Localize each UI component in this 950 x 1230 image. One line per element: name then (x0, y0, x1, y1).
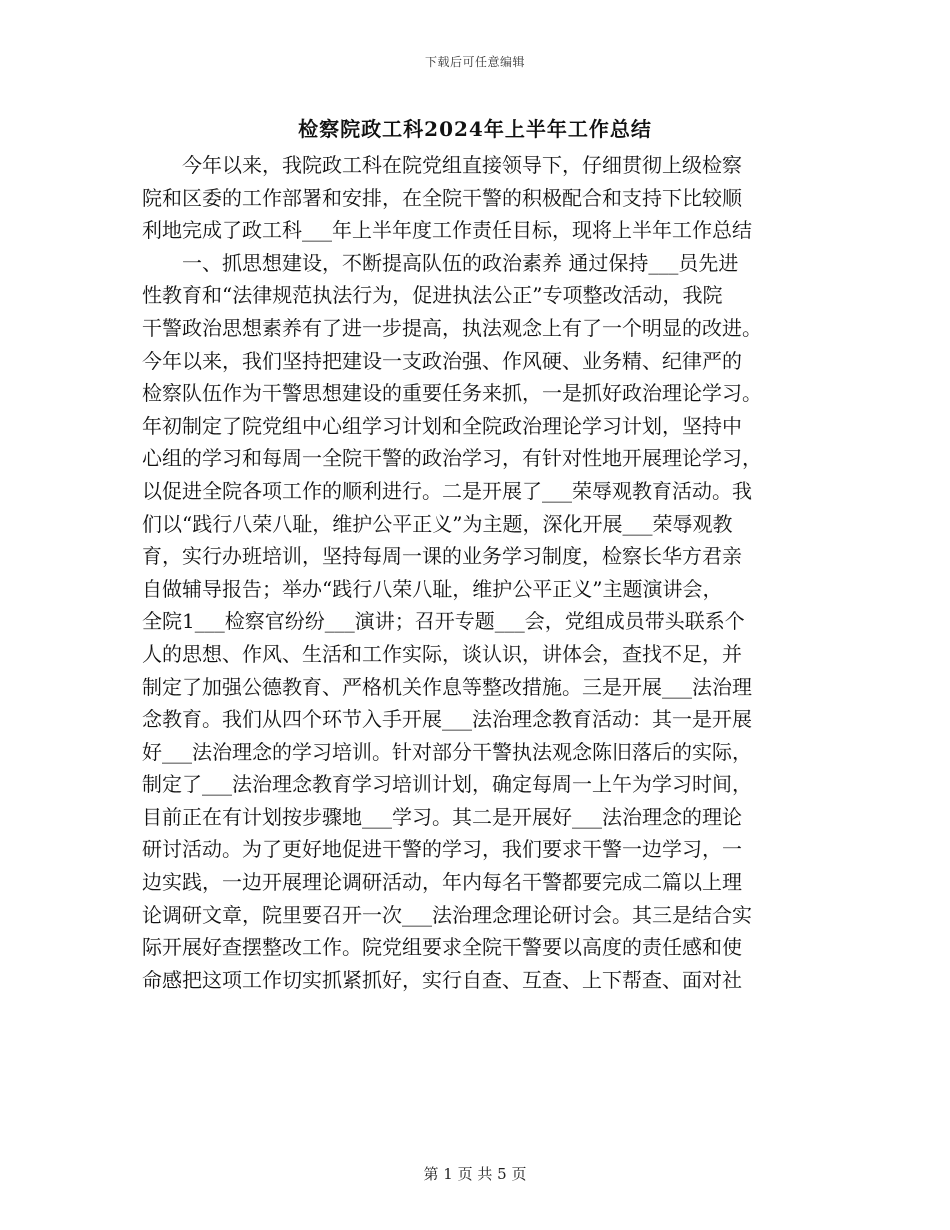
body-line: 自做辅导报告；举办“践行八荣八耻，维护公平正义”主题演讲会， (142, 576, 723, 601)
section-heading-line: 一、抓思想建设，不断提高队伍的政治素养 通过保持___员先进 (182, 250, 739, 275)
body-line: 心组的学习和每周一全院干警的政治学习，有针对性地开展理论学习， (142, 446, 762, 471)
body-line: 制定了加强公德教育、严格机关作息等整改措施。三是开展___法治理 (142, 674, 752, 699)
document-body (142, 149, 822, 996)
body-line: 研讨活动。为了更好地促进干警的学习，我们要求干警一边学习，一 (142, 837, 742, 862)
body-line: 论调研文章，院里要召开一次___法治理念理论研讨会。其三是结合实 (142, 902, 752, 927)
body-line: 利地完成了政工科___年上半年度工作责任目标，现将上半年工作总结 (142, 218, 752, 243)
body-line: 念教育。我们从四个环节入手开展___法治理念教育活动：其一是开展 (142, 707, 752, 732)
document-title: 检察院政工科2024年上半年工作总结 (298, 117, 652, 141)
body-line: 人的思想、作风、生活和工作实际，谈认识，讲体会，查找不足，并 (142, 641, 742, 666)
body-line: 际开展好查摆整改工作。院党组要求全院干警要以高度的责任感和使 (142, 935, 742, 960)
body-line: 以促进全院各项工作的顺利进行。二是开展了___荣辱观教育活动。我 (142, 478, 752, 503)
body-line: 干警政治思想素养有了进一步提高，执法观念上有了一个明显的改进。 (142, 315, 762, 340)
download-note: 下载后可任意编辑 (424, 55, 525, 69)
body-line: 全院1___检察官纷纷___演讲；召开专题___会，党组成员带头联系个 (142, 609, 745, 634)
body-line: 院和区委的工作部署和安排，在全院干警的积极配合和支持下比较顺 (142, 185, 742, 210)
body-line: 检察队伍作为干警思想建设的重要任务来抓，一是抓好政治理论学习。 (142, 381, 762, 406)
body-line: 性教育和“法律规范执法行为，促进执法公正”专项整改活动，我院 (142, 283, 723, 308)
body-line: 好___法治理念的学习培训。针对部分干警执法观念陈旧落后的实际， (142, 739, 752, 764)
body-line: 年初制定了院党组中心组学习计划和全院政治理论学习计划，坚持中 (142, 413, 742, 438)
body-line: 目前正在有计划按步骤地___学习。其二是开展好___法治理念的理论 (142, 804, 742, 829)
page-number: 第 1 页 共 5 页 (423, 1165, 527, 1183)
body-line: 边实践，一边开展理论调研活动，年内每名干警都要完成二篇以上理 (142, 870, 742, 895)
body-line: 制定了___法治理念教育学习培训计划，确定每周一上午为学习时间， (142, 772, 752, 797)
body-line: 今年以来，我院政工科在院党组直接领导下，仔细贯彻上级检察 (182, 153, 742, 177)
body-line: 育，实行办班培训，坚持每周一课的业务学习制度，检察长华方君亲 (142, 544, 742, 569)
body-line: 们以“践行八荣八耻，维护公平正义”为主题，深化开展___荣辱观教 (142, 511, 733, 536)
body-line: 今年以来，我们坚持把建设一支政治强、作风硬、业务精、纪律严的 (142, 348, 742, 373)
body-line: 命感把这项工作切实抓紧抓好，实行自查、互查、上下帮查、面对社 (142, 967, 742, 992)
